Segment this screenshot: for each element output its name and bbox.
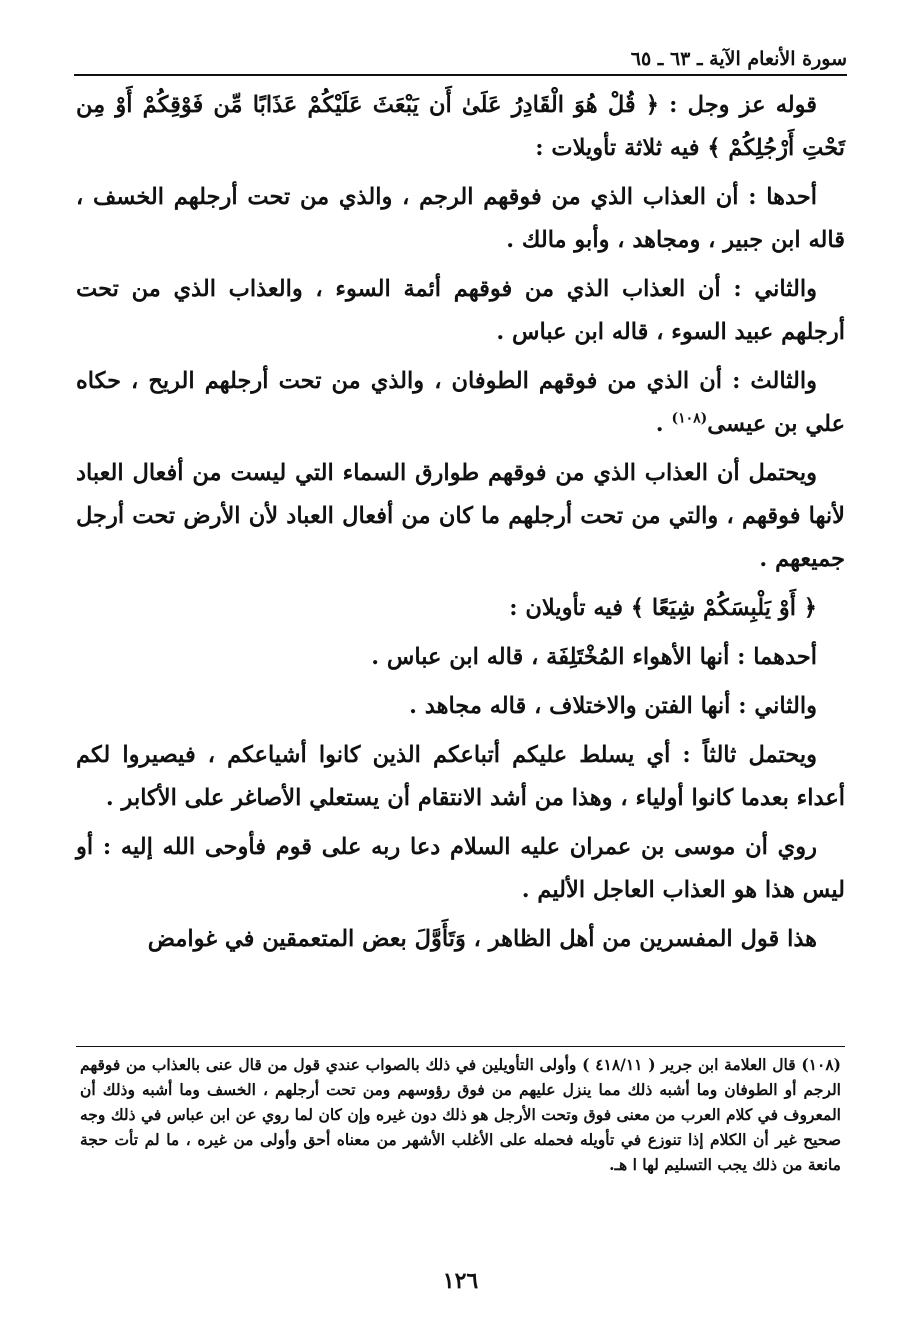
- footnote-divider: [76, 1046, 845, 1047]
- paragraph-lead: والثالث : أن الذي من فوقهم الطوفان ، والذي من تحت أرجلهم الريح ، حكاه علي بن عيسى: [76, 368, 845, 437]
- paragraph-lead: أحدها : أن العذاب الذي من فوقهم الرجم ، والذي من تحت أرجلهم الخسف ، قاله ابن جبير ، ومجاهد ، وأبو مالك .: [76, 184, 845, 253]
- footnotes: [80, 1052, 841, 1177]
- paragraph-tail: فيه تأويلان :: [509, 595, 631, 621]
- paragraph-tail: فيه ثلاثة تأويلات :: [535, 135, 708, 161]
- footnote-108: (١٠٨) قال العلامة ابن جرير ( ٤١٨/١١ ) وأولى التأويلين في ذلك بالصواب عندي قول من قال عنى بالعذاب من فوقهم الرجم أو الطوفان وما أشبه ذلك مما ينزل عليهم من فوق رؤوسهم ومن تحت أرجلهم ، الخسف وما أشبه وذلك أن المعروف في كلام العرب من معنى فوق وتحت الأرجل هو ذلك دون غيره وإن كان لما روي عن ابن عباس في ذلك وجه صحيح غير أن الكلام إذا تنوزع في تأويله فحمله على الأغلب الأشهر من معناه أحق وأولى من غيره ، ما لم تأت حجة مانعة من ذلك يجب التسليم لها ا هـ.: [80, 1055, 841, 1174]
- quran-verse: ﴿ قُلْ هُوَ الْقَادِرُ عَلَىٰ أَن يَبْعَثَ عَلَيْكُمْ عَذَابًا مِّن فَوْقِكُمْ أَوْ مِن تَحْتِ أَرْجُلِكُمْ ﴾: [76, 92, 845, 161]
- body-text: [76, 84, 845, 967]
- paragraph-lead: قوله عز وجل :: [659, 92, 817, 118]
- paragraph-3: [76, 268, 845, 354]
- paragraph-lead: والثاني : أنها الفتن والاختلاف ، قاله مجاهد .: [409, 693, 817, 719]
- paragraph-2: [76, 176, 845, 262]
- paragraph-tail: .: [655, 411, 672, 437]
- paragraph-lead: ويحتمل ثالثاً : أي يسلط عليكم أتباعكم الذين كانوا أشياعكم ، فيصيروا لكم أعداء بعدما كانوا أولياء ، وهذا من أشد الانتقام أن يستعلي الأصاغر على الأكابر .: [76, 742, 845, 811]
- paragraph-11: [76, 918, 845, 961]
- quran-verse: ﴿ أَوْ يَلْبِسَكُمْ شِيَعًا ﴾: [630, 595, 817, 621]
- paragraph-6: [76, 587, 845, 630]
- paragraph-7: [76, 636, 845, 679]
- paragraph-5: [76, 452, 845, 581]
- paragraph-lead: هذا قول المفسرين من أهل الظاهر ، وَتَأَوَّلَ بعض المتعمقين في غوامض: [147, 926, 817, 952]
- paragraph-8: [76, 685, 845, 728]
- paragraph-lead: ويحتمل أن العذاب الذي من فوقهم طوارق السماء التي ليست من أفعال العباد لأنها فوقهم ، والتي من تحت أرجلهم ما كان من أفعال العباد لأن الأرض تحت أرجل جميعهم .: [76, 460, 845, 572]
- paragraph-9: [76, 734, 845, 820]
- paragraph-lead: والثاني : أن العذاب الذي من فوقهم أئمة السوء ، والعذاب الذي من تحت أرجلهم عبيد السوء ، قاله ابن عباس .: [76, 276, 845, 345]
- footnote-reference: (١٠٨): [671, 410, 708, 427]
- paragraph-10: [76, 826, 845, 912]
- page-header: [74, 42, 847, 76]
- paragraph-1: [76, 84, 845, 170]
- paragraph-lead: أحدهما : أنها الأهواء المُخْتَلِفَة ، قاله ابن عباس .: [371, 644, 817, 670]
- page-number: ١٢٦: [442, 1268, 479, 1294]
- paragraph-lead: روي أن موسى بن عمران عليه السلام دعا ربه على قوم فأوحى الله إليه : أو ليس هذا هو العذاب العاجل الأليم .: [76, 834, 845, 903]
- running-title: سورة الأنعام الآية ـ ٦٣ ـ ٦٥: [630, 48, 847, 70]
- paragraph-4: [76, 360, 845, 446]
